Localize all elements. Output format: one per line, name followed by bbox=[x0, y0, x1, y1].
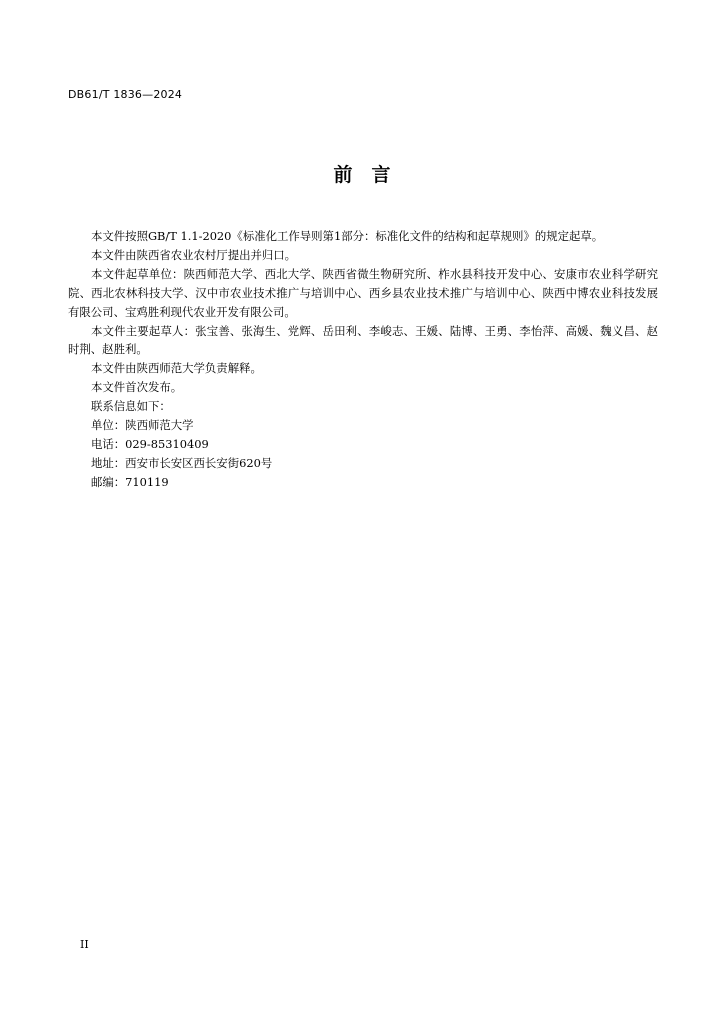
contact-phone: 电话：029-85310409 bbox=[91, 436, 209, 451]
paragraph-proposer: 本文件由陕西省农业农村厅提出并归口。 bbox=[91, 247, 297, 262]
paragraph-drafters: 本文件主要起草人：张宝善、张海生、党辉、岳田利、李峻志、王媛、陆博、王勇、李怡萍、高媛、魏义昌、赵时荆、赵胜利。 bbox=[68, 323, 658, 357]
document-body bbox=[68, 227, 658, 492]
paragraph-contact-intro: 联系信息如下： bbox=[91, 399, 171, 414]
contact-postcode: 邮编：710119 bbox=[91, 474, 169, 489]
page-number: II bbox=[80, 938, 89, 951]
contact-unit: 单位：陕西师范大学 bbox=[91, 418, 194, 433]
page-title: 前 言 bbox=[333, 164, 391, 186]
paragraph-first-release: 本文件首次发布。 bbox=[91, 380, 183, 395]
paragraph-interpretation: 本文件由陕西师范大学负责解释。 bbox=[91, 361, 262, 376]
document-code: DB61/T 1836—2024 bbox=[68, 88, 183, 101]
contact-address: 地址：西安市长安区西长安街620号 bbox=[91, 455, 273, 470]
paragraph-drafting-rules: 本文件按照GB/T 1.1-2020《标准化工作导则第1部分：标准化文件的结构和起草规则》的规定起草。 bbox=[91, 229, 604, 243]
paragraph-drafting-units: 本文件起草单位：陕西师范大学、西北大学、陕西省微生物研究所、柞水县科技开发中心、安康市农业科学研究院、西北农林科技大学、汉中市农业技术推广与培训中心、西乡县农业技术推广与培训中心、陕西中博农业科技发展有限公司、宝鸡胜利现代农业开发有限公司。 bbox=[68, 266, 658, 319]
